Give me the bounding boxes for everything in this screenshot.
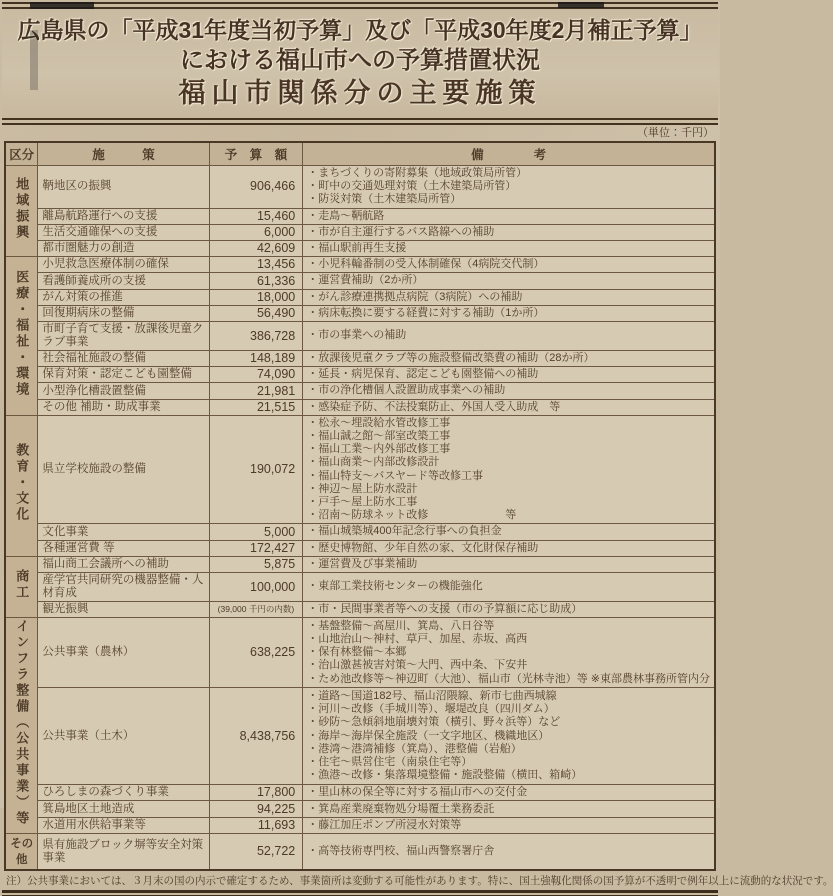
category-label: 教育・文化 [14, 443, 30, 524]
remark-line: ・運営費補助（2か所） [307, 274, 424, 287]
document-page [0, 2, 833, 888]
remark-line: ・市が自主運行するバス路線への補助 [307, 225, 495, 238]
category-label: 商工 [14, 568, 30, 601]
remark-line: ・住宅～県営住宅（南泉住宅等） [307, 755, 473, 768]
remark-line: ・福山工業～内外部改修工事 [307, 443, 451, 456]
budget-cell: 386,728 [209, 322, 303, 351]
remark-line: ・運営費及び事業補助 [307, 557, 418, 570]
remark-line: ・福山城築城400年記念行事への負担金 [307, 525, 502, 538]
remarks-cell [303, 224, 715, 240]
budget-table-body [5, 166, 715, 871]
remark-line: ・高等技術専門校、福山西警察署庁舎 [307, 845, 495, 858]
budget-cell: (39,000 千円の内数) [209, 602, 303, 618]
policy-cell: 生活交通確保への支援 [38, 224, 209, 240]
remark-line: ・藤江加圧ポンプ所浸水対策等 [307, 818, 462, 831]
table-row [5, 618, 715, 688]
remark-line: ・防災対策（土木建築局所管） [307, 193, 462, 206]
scan-artifact [30, 30, 38, 90]
remark-line: ・がん診療連携拠点病院（3病院）への補助 [307, 290, 523, 303]
remark-line: ・市の事業への補助 [307, 329, 407, 342]
policy-cell: 鞆地区の振興 [38, 166, 209, 209]
footnote: 注）公共事業においては、３月末の国の内示で確定するため、事業箇所は変動する可能性があります。特に、国土強靱化関係の国予算が不透明で例年以上に流動的な状況です。 [6, 875, 833, 888]
table-row [5, 801, 715, 817]
remark-line: ・市・民間事業者等への支援（市の予算額に応じ助成） [307, 603, 583, 616]
remark-line: ・ため池改修等～神辺町（大池）、福山市（光林寺池）等 ※東部農林事務所管内分 [307, 672, 710, 685]
remark-line: ・箕島産業廃棄物処分場覆土業務委託 [307, 802, 495, 815]
budget-cell: 21,515 [209, 399, 303, 415]
budget-cell: 148,189 [209, 351, 303, 367]
remark-line: ・福山商業～内部改修設計 [307, 456, 440, 469]
policy-cell: 看護師養成所の支援 [38, 273, 209, 289]
budget-cell: 638,225 [209, 618, 303, 688]
budget-cell: 17,800 [209, 784, 303, 800]
policy-cell: 小型浄化槽設置整備 [38, 383, 209, 399]
header-budget: 予 算 額 [209, 142, 303, 166]
budget-cell: 13,456 [209, 257, 303, 273]
remark-line: ・市の浄化槽個人設置助成事業への補助 [307, 384, 506, 397]
policy-cell: 離島航路運行への支援 [38, 208, 209, 224]
remark-line: ・小児科輪番制の受入体制確保（4病院交代制） [307, 258, 545, 271]
remark-line: ・漁港～改修・集落環境整備・施設整備（横田、箱崎） [307, 769, 583, 782]
remarks-cell [303, 524, 715, 540]
table-row [5, 573, 715, 602]
remark-line: ・沼南～防球ネット改修 等 [307, 509, 517, 522]
remarks-cell [303, 618, 715, 688]
remark-line: ・町中の交通処理対策（土木建築局所管） [307, 180, 517, 193]
category-cell [5, 556, 38, 617]
remark-line: ・まちづくりの寄附募集（地域政策局所管） [307, 167, 528, 179]
remark-line: ・東部工業技術センターの機能強化 [307, 580, 483, 593]
title-line-1: 広島県の「平成31年度当初予算」及び「平成30年度2月補正予算」 [17, 17, 703, 43]
remarks-cell [303, 556, 715, 572]
table-row [5, 166, 715, 209]
unit-label: （単位：千円） [637, 127, 714, 139]
budget-cell: 906,466 [209, 166, 303, 209]
remark-line: ・福山駅前再生支援 [307, 242, 407, 255]
table-row [5, 415, 715, 524]
table-row [5, 241, 715, 257]
title-banner [2, 2, 718, 125]
category-cell [5, 618, 38, 834]
remark-line: ・神辺～屋上防水設計 [307, 482, 418, 495]
scan-artifact [558, 2, 604, 8]
category-label: その他 [10, 838, 34, 867]
remark-line: ・病床転換に要する経費に対する補助（1か所） [307, 306, 545, 319]
policy-cell: 県立学校施設の整備 [38, 415, 209, 524]
policy-cell: 文化事業 [38, 524, 209, 540]
remark-line: ・港湾～港湾補修（箕島）、港整備（岩船） [307, 742, 522, 755]
table-row [5, 784, 715, 800]
remarks-cell [303, 166, 715, 209]
remarks-cell [303, 351, 715, 367]
budget-cell: 190,072 [209, 415, 303, 524]
policy-cell: 小児救急医療体制の確保 [38, 257, 209, 273]
remarks-cell [303, 415, 715, 524]
budget-cell: 5,000 [209, 524, 303, 540]
remark-line: ・河川～改修（手城川等）、堰堤改良（四川ダム） [307, 703, 555, 716]
remarks-cell [303, 257, 715, 273]
title-line-2: における福山市への予算措置状況 [180, 47, 540, 74]
policy-cell: 公共事業（農林） [38, 618, 209, 688]
remarks-cell [303, 273, 715, 289]
budget-cell: 52,722 [209, 834, 303, 871]
remark-line: ・基盤整備～高屋川、箕島、八日谷等 [307, 619, 495, 632]
budget-cell: 6,000 [209, 224, 303, 240]
table-row [5, 367, 715, 383]
policy-cell: 公共事業（土木） [38, 688, 209, 785]
policy-cell: ひろしまの森づくり事業 [38, 784, 209, 800]
policy-cell: 福山商工会議所への補助 [38, 556, 209, 572]
budget-cell: 61,336 [209, 273, 303, 289]
remarks-cell [303, 688, 715, 785]
category-cell [5, 415, 38, 556]
remark-line: ・砂防～急傾斜地崩壊対策（横引、野々浜等）など [307, 716, 561, 729]
budget-cell: 172,427 [209, 540, 303, 556]
category-label: 地域振興 [14, 176, 30, 241]
table-row [5, 540, 715, 556]
budget-cell: 74,090 [209, 367, 303, 383]
budget-cell: 94,225 [209, 801, 303, 817]
policy-cell: 箕島地区土地造成 [38, 801, 209, 817]
policy-cell: 水道用水供給事業等 [38, 817, 209, 833]
table-row [5, 524, 715, 540]
policy-cell: 県有施設ブロック塀等安全対策事業 [38, 834, 209, 871]
policy-cell: 産学官共同研究の機器整備・人材育成 [38, 573, 209, 602]
budget-cell: 56,490 [209, 305, 303, 321]
remarks-cell [303, 399, 715, 415]
table-row [5, 688, 715, 785]
budget-table [4, 141, 716, 871]
header-remarks: 備 考 [303, 142, 715, 166]
table-row [5, 383, 715, 399]
remark-line: ・福山誠之館～部室改築工事 [307, 430, 451, 443]
remark-line: ・戸手～屋上防水工事 [307, 496, 418, 509]
remarks-cell [303, 383, 715, 399]
remark-line: ・感染症予防、不法投棄防止、外国人受入助成 等 [307, 400, 561, 413]
policy-cell: その他 補助・助成事業 [38, 399, 209, 415]
table-row [5, 602, 715, 618]
policy-cell: 都市圏魅力の創造 [38, 241, 209, 257]
budget-cell: 8,438,756 [209, 688, 303, 785]
remarks-cell [303, 602, 715, 618]
header-row [5, 142, 715, 166]
scan-artifact [30, 2, 94, 9]
table-row [5, 208, 715, 224]
table-row [5, 224, 715, 240]
remarks-cell [303, 784, 715, 800]
budget-cell: 15,460 [209, 208, 303, 224]
table-row [5, 399, 715, 415]
category-label: インフラ整備（公共事業）等 [14, 619, 30, 828]
remarks-cell [303, 322, 715, 351]
table-row [5, 556, 715, 572]
policy-cell: 回復期病床の整備 [38, 305, 209, 321]
remarks-cell [303, 801, 715, 817]
policy-cell: がん対策の推進 [38, 289, 209, 305]
category-label: 医療・福祉・環境 [14, 269, 30, 398]
remark-line: ・歴史博物館、少年自然の家、文化財保存補助 [307, 541, 539, 554]
remarks-cell [303, 305, 715, 321]
bottom-rule [2, 890, 718, 896]
budget-cell: 11,693 [209, 817, 303, 833]
remark-line: ・里山林の保全等に対する福山市への交付金 [307, 786, 528, 799]
table-row [5, 351, 715, 367]
table-row [5, 273, 715, 289]
remark-line: ・道路～国道182号、福山沼隈線、新市七曲西城線 [307, 689, 557, 702]
table-row [5, 834, 715, 871]
table-row [5, 322, 715, 351]
remarks-cell [303, 208, 715, 224]
remark-line: ・延長・病児保育、認定こども園整備への補助 [307, 368, 539, 381]
remarks-cell [303, 241, 715, 257]
category-cell [5, 834, 38, 871]
remarks-cell [303, 817, 715, 833]
table-header [5, 142, 715, 166]
remarks-cell [303, 289, 715, 305]
remark-line: ・海岸～海岸保全施設（一文字地区、機織地区） [307, 729, 550, 742]
policy-cell: 社会福祉施設の整備 [38, 351, 209, 367]
remark-line: ・山地治山～神村、草戸、加屋、赤坂、高西 [307, 632, 528, 645]
remark-line: ・松永～埋設給水管改修工事 [307, 416, 451, 429]
policy-cell: 市町子育て支援・放課後児童クラブ事業 [38, 322, 209, 351]
budget-cell: 42,609 [209, 241, 303, 257]
table-row [5, 289, 715, 305]
remarks-cell [303, 540, 715, 556]
remark-line: ・福山特支～バスヤード等改修工事 [307, 469, 483, 482]
remarks-cell [303, 367, 715, 383]
category-cell [5, 257, 38, 416]
budget-cell: 18,000 [209, 289, 303, 305]
budget-cell: 5,875 [209, 556, 303, 572]
policy-cell: 保育対策・認定こども園整備 [38, 367, 209, 383]
title-line-3: 福山市関係分の主要施策 [178, 78, 542, 108]
policy-cell: 観光振興 [38, 602, 209, 618]
budget-cell: 21,981 [209, 383, 303, 399]
remark-line: ・走島～鞆航路 [307, 209, 385, 222]
table-row [5, 305, 715, 321]
remark-line: ・治山激甚被害対策～大門、西中条、下安井 [307, 659, 528, 672]
header-category: 区分 [5, 142, 38, 166]
remark-line: ・放課後児童クラブ等の施設整備改築費の補助（28か所） [307, 352, 595, 365]
table-row [5, 257, 715, 273]
budget-cell: 100,000 [209, 573, 303, 602]
table-row [5, 817, 715, 833]
remark-line: ・保有林整備～本郷 [307, 646, 407, 659]
remarks-cell [303, 834, 715, 871]
header-policy: 施 策 [38, 142, 209, 166]
policy-cell: 各種運営費 等 [38, 540, 209, 556]
remarks-cell [303, 573, 715, 602]
category-cell [5, 166, 38, 257]
